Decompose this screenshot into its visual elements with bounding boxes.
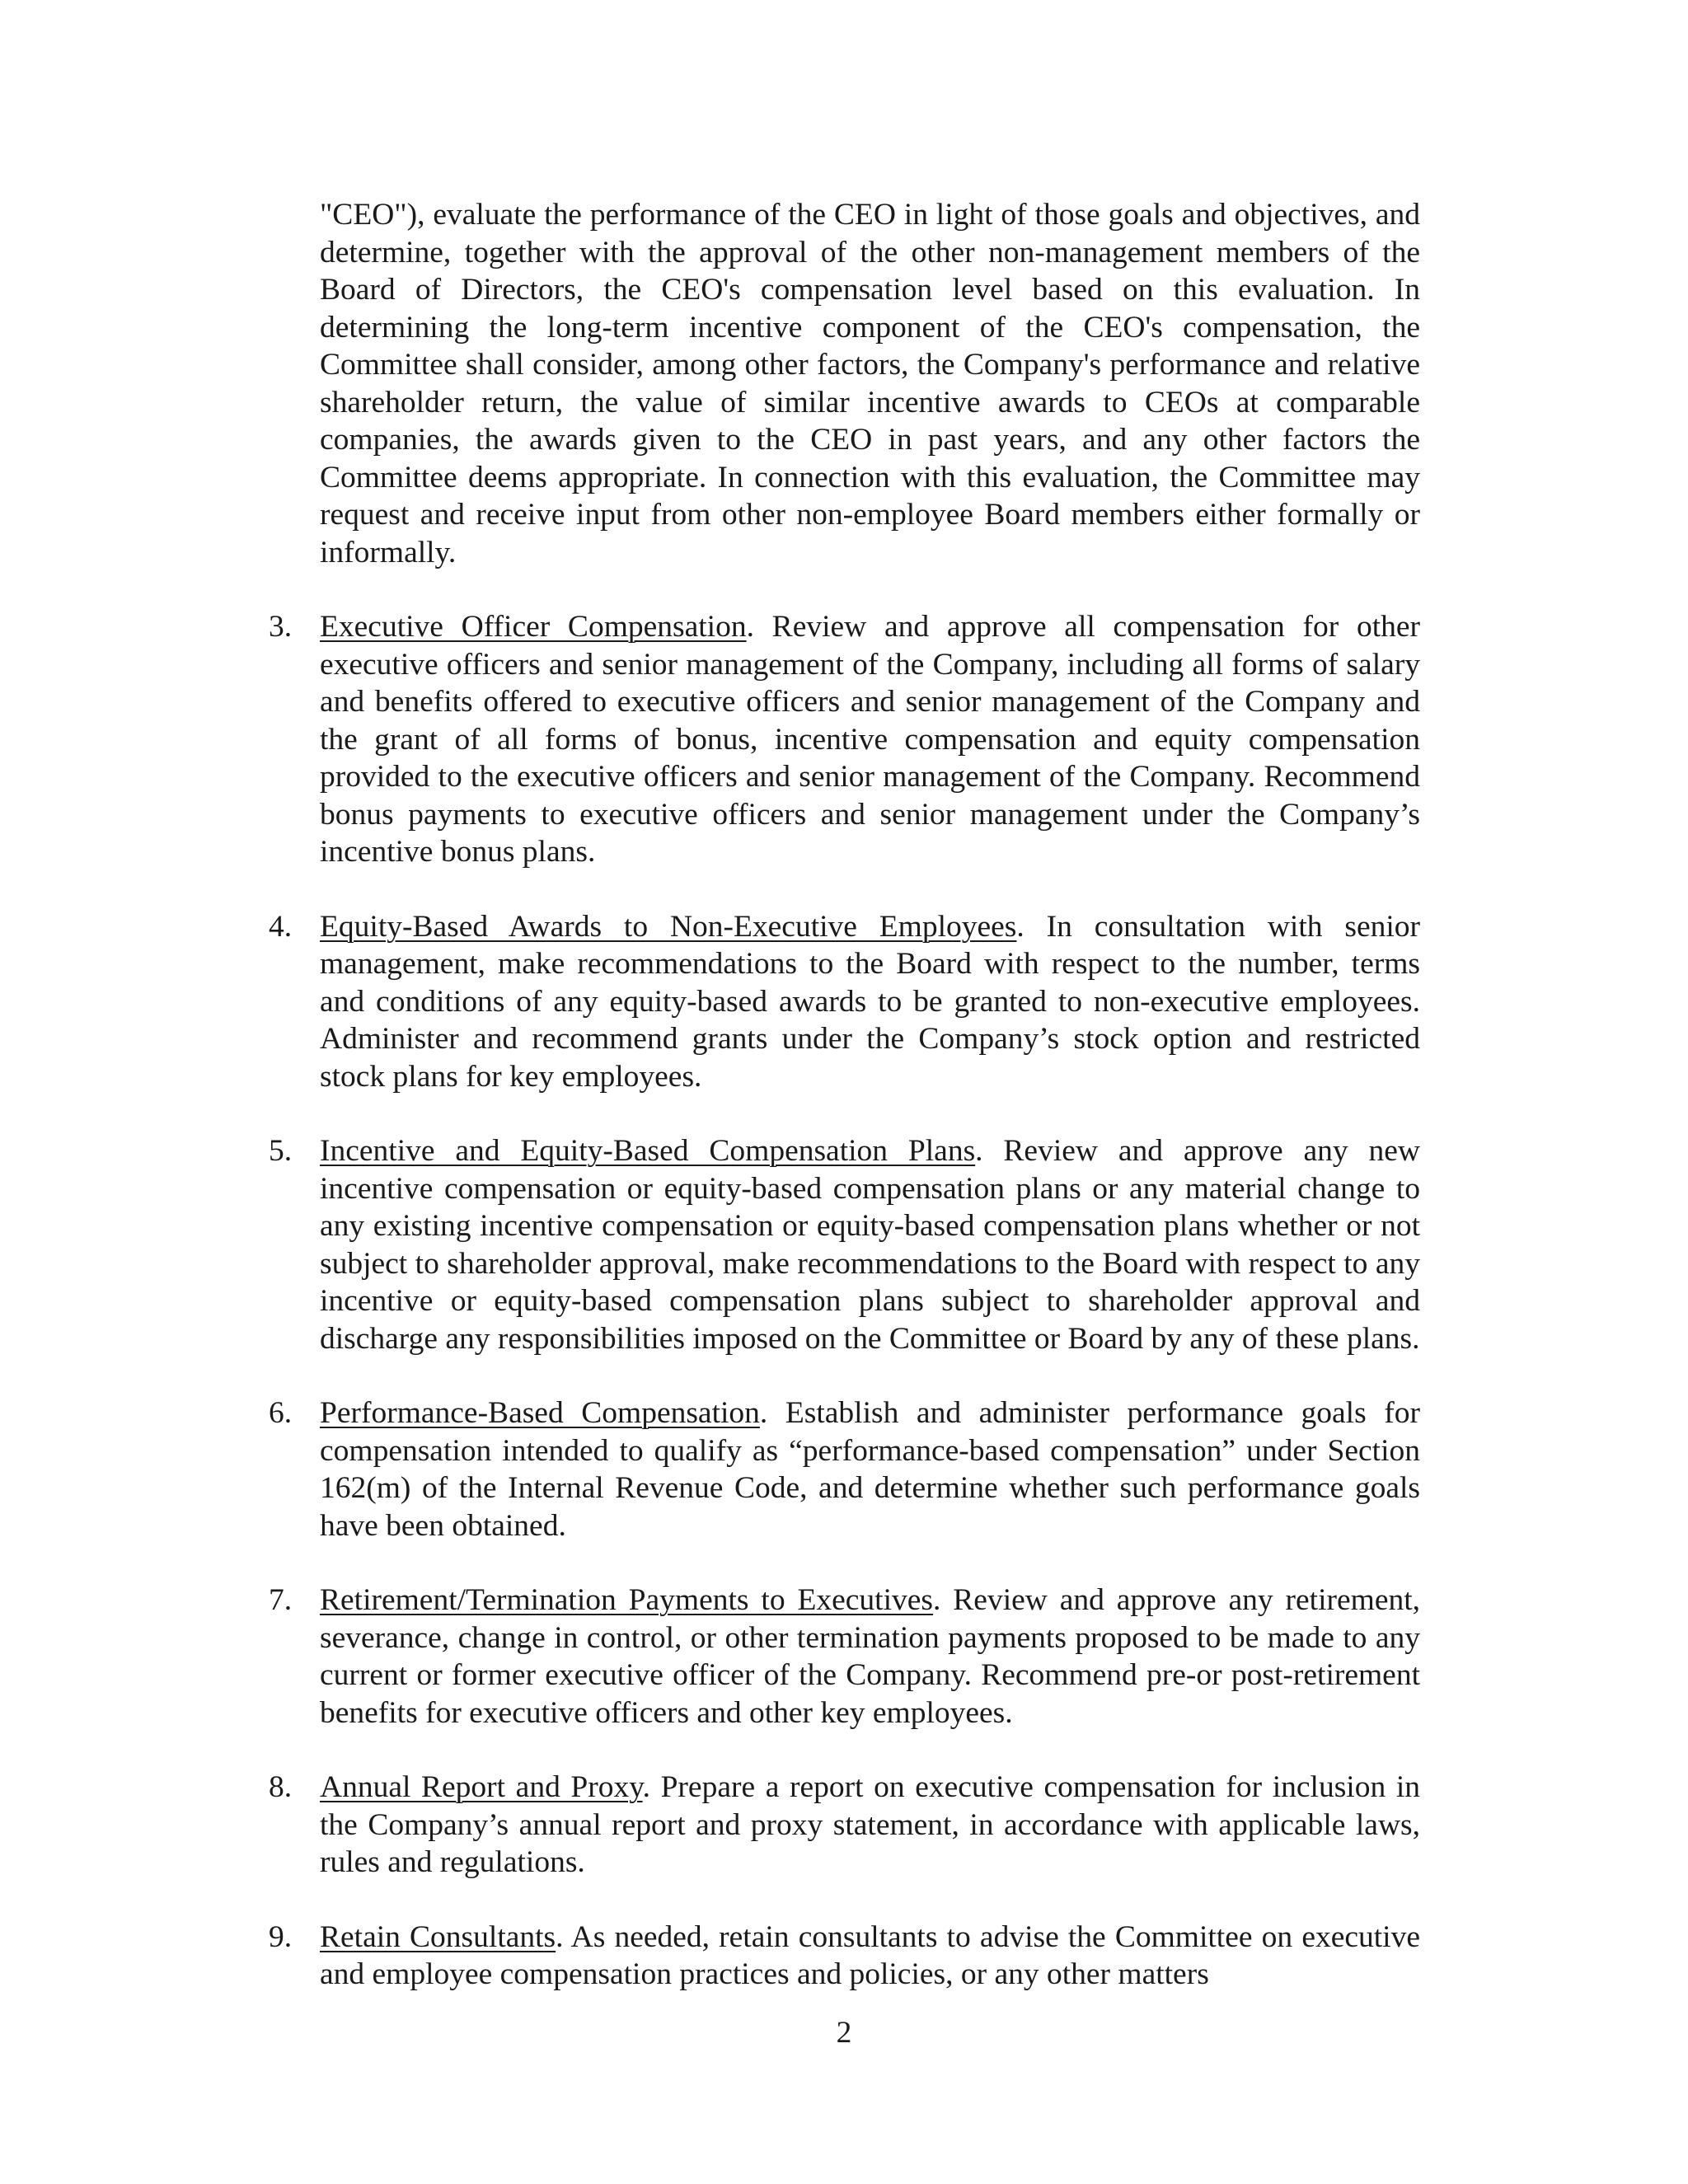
- item-number: 4.: [269, 909, 293, 944]
- item-text: . Review and approve all compensation for other executive officers and senior management of the Company, including all forms of salary and benefits offered to executive officers and senior management of the Company and the grant of all forms of bonus, incentive compensation and equity compensation provided to the executive officers and senior management of the Company. Recommend bonus payments to executive officers and senior management under the Company’s incentive bonus plans.: [320, 610, 1420, 869]
- item-paragraph: [320, 908, 1420, 1096]
- list-item-6: [269, 1394, 1420, 1544]
- page-number: 2: [836, 2016, 852, 2050]
- item-title: Executive Officer Compensation: [320, 610, 747, 644]
- item-number: 3.: [269, 610, 293, 644]
- document-body: [269, 196, 1421, 1994]
- item-title: Performance-Based Compensation: [320, 1396, 760, 1430]
- list-item-5: [269, 1132, 1420, 1357]
- item-title: Retirement/Termination Payments to Executives: [320, 1583, 934, 1617]
- item-text: . Prepare a report on executive compensation for inclusion in the Company’s annual report and proxy statement, in accordance with applicable laws, rules and regulations.: [320, 1770, 1420, 1879]
- item-number: 8.: [269, 1770, 293, 1804]
- item-text: . In consultation with senior management, make recommendations to the Board with respect to the number, terms and conditions of any equity-based awards to be granted to non-executive employees. Administer and recommend grants under the Company’s stock option and restricted stock plans for key employees.: [320, 909, 1420, 1094]
- list-item-3: [269, 608, 1420, 871]
- item-text: . Review and approve any retirement, severance, change in control, or other termination payments proposed to be made to any current or former executive officer of the Company. Recommend pre-or post-retirement benefits for executive officers and other key employees.: [320, 1583, 1421, 1730]
- intro-paragraph: "CEO"), evaluate the performance of the CEO in light of those goals and objectives, and determine, together with the approval of the other non-management members of the Board of Directors, the CEO's compensation level based on this evaluation. In determining the long-term incentive component of the CEO's compensation, the Committee shall consider, among other factors, the Company's performance and relative shareholder return, the value of similar incentive awards to CEOs at comparable companies, the awards given to the CEO in past years, and any other factors the Committee deems appropriate. In connection with this evaluation, the Committee may request and receive input from other non-employee Board members either formally or informally.: [320, 198, 1420, 569]
- list-item-8: [269, 1769, 1420, 1882]
- item-text: . Establish and administer performance goals for compensation intended to qualify as “performance-based compensation” under Section 162(m) of the Internal Revenue Code, and determine whether such performance goals have been obtained.: [320, 1396, 1420, 1543]
- item-text: . Review and approve any new incentive compensation or equity-based compensation plans or any material change to any existing incentive compensation or equity-based compensation plans whether or not subject to shareholder approval, make recommendations to the Board with respect to any incentive or equity-based compensation plans subject to shareholder approval and discharge any responsibilities imposed on the Committee or Board by any of these plans.: [320, 1134, 1420, 1356]
- item-paragraph: [320, 1919, 1420, 1994]
- item-text: . As needed, retain consultants to advise the Committee on executive and employee compensation practices and policies, or any other matters: [320, 1919, 1420, 1991]
- list-item-4: [269, 908, 1420, 1096]
- item-number: 9.: [269, 1919, 293, 1954]
- list-item-9: [269, 1919, 1420, 1994]
- item-number: 6.: [269, 1396, 293, 1430]
- item-paragraph: [320, 1394, 1420, 1544]
- item-number: 7.: [269, 1583, 293, 1617]
- item-paragraph: [320, 608, 1420, 871]
- item-title: Annual Report and Proxy: [320, 1770, 643, 1804]
- item-title: Retain Consultants: [320, 1919, 556, 1954]
- item-paragraph: [320, 1769, 1420, 1882]
- item-title: Incentive and Equity-Based Compensation Plans: [320, 1134, 976, 1168]
- item-paragraph: [320, 1132, 1420, 1357]
- item-number: 5.: [269, 1134, 293, 1168]
- list-item-7: [269, 1582, 1421, 1732]
- item-paragraph: [320, 1582, 1420, 1732]
- item-title: Equity-Based Awards to Non-Executive Employees: [320, 909, 1017, 944]
